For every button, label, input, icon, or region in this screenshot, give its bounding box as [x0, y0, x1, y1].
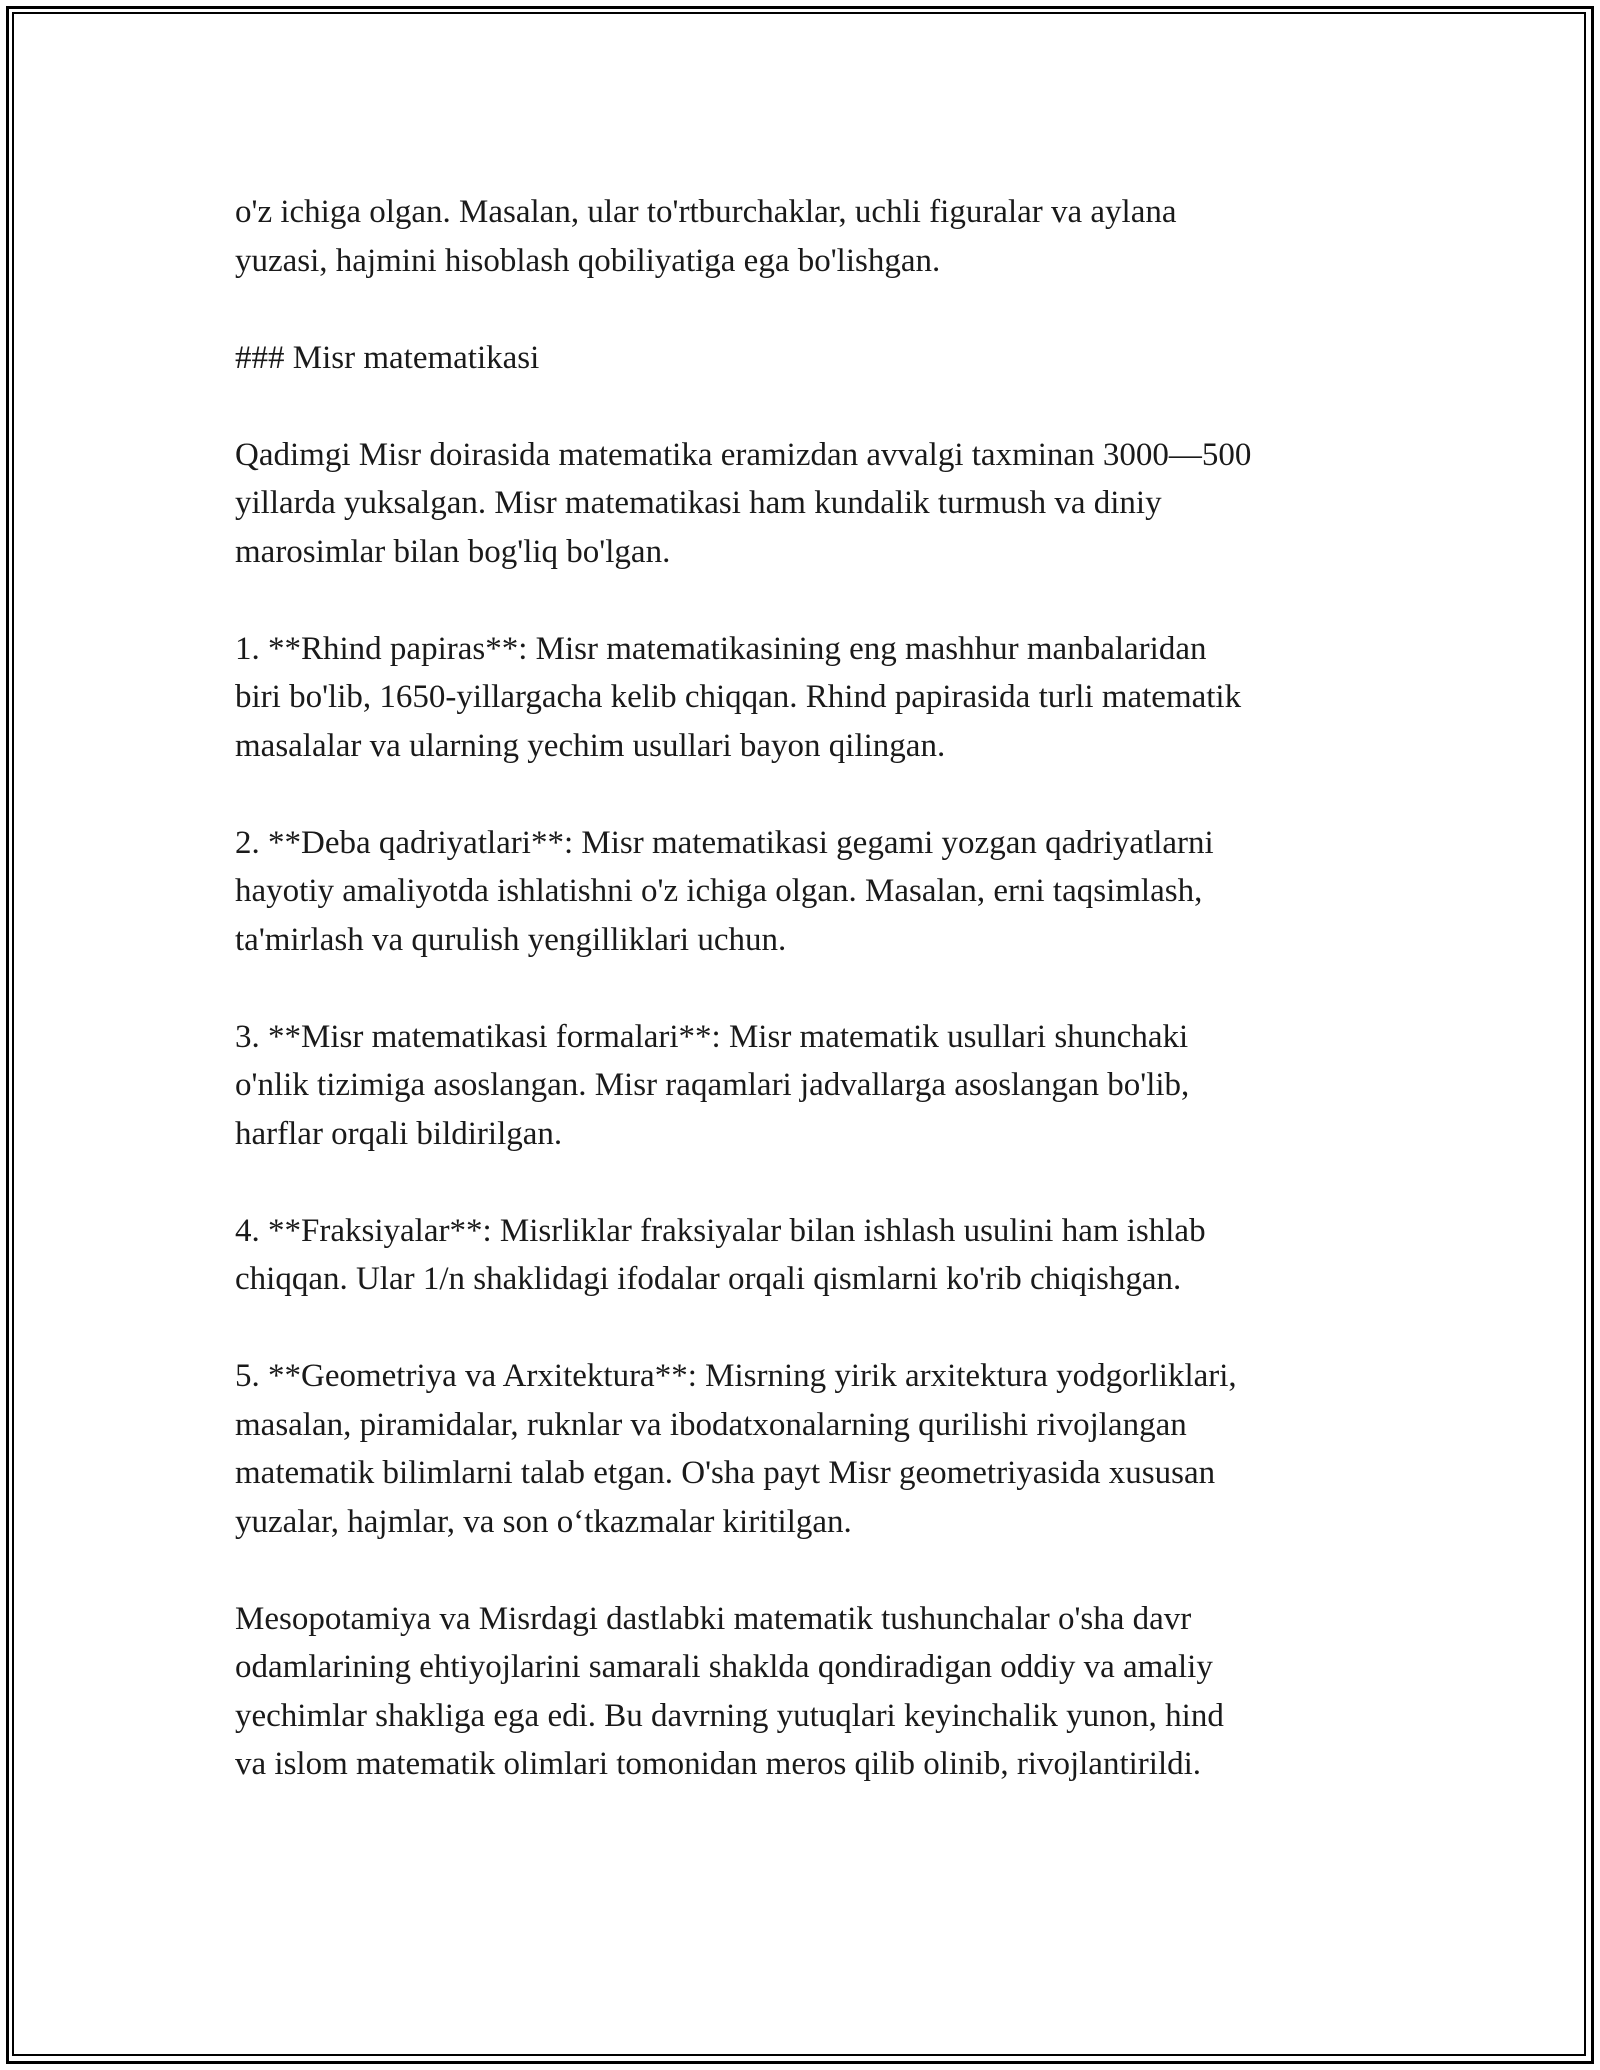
list-item-4: 4. **Fraksiyalar**: Misrliklar fraksiyalar bilan ishlash usulini ham ishlab chiqqan. Ular 1/n shaklidagi ifodalar orqali qismlarni ko'rib chiqishgan. — [235, 1212, 1206, 1297]
paragraph-conclusion: Mesopotamiya va Misrdagi dastlabki matematik tushunchalar o'sha davr odamlarining ehtiyojlarini samarali shaklda qondiradigan oddiy va amaliy yechimlar shakliga ega edi. Bu davrning yutuqlari keyinchalik yunon, hind va islom matematik olimlari tomonidan meros qilib olinib, rivojlantirildi. — [235, 1600, 1224, 1782]
list-item-3: 3. **Misr matematikasi formalari**: Misr matematik usullari shunchaki o'nlik tizimiga asoslangan. Misr raqamlari jadvallarga asoslangan bo'lib, harflar orqali bildirilgan. — [235, 1018, 1190, 1152]
paragraph-continuation: o'z ichiga olgan. Masalan, ular to'rtburchaklar, uchli figuralar va aylana yuzasi, hajmini hisoblash qobiliyatiga ega bo'lishgan. — [235, 194, 1177, 279]
document-body — [235, 188, 1385, 1837]
list-item-5: 5. **Geometriya va Arxitektura**: Misrning yirik arxitektura yodgorliklari, masalan, piramidalar, ruknlar va ibodatxonalarning qurilishi rivojlangan matematik bilimlarni talab etgan. O'sha payt Misr geometriyasida xususan yuzalar, hajmlar, va son o‘tkazmalar kiritilgan. — [235, 1358, 1237, 1540]
list-item-1: 1. **Rhind papiras**: Misr matematikasining eng mashhur manbalaridan biri bo'lib, 1650-yillargacha kelib chiqqan. Rhind papirasida turli matematik masalalar va ularning yechim usullari bayon qilingan. — [235, 630, 1242, 764]
paragraph-intro: Qadimgi Misr doirasida matematika eramizdan avvalgi taxminan 3000—500 yillarda yuksalgan. Misr matematikasi ham kundalik turmush va diniy marosimlar bilan bog'liq bo'lgan. — [235, 436, 1252, 570]
list-item-2: 2. **Deba qadriyatlari**: Misr matematikasi gegami yozgan qadriyatlarni hayotiy amaliyotda ishlatishni o'z ichiga olgan. Masalan, erni taqsimlash, ta'mirlash va qurulish yengilliklari uchun. — [235, 824, 1214, 958]
section-heading: ### Misr matematikasi — [235, 339, 540, 376]
